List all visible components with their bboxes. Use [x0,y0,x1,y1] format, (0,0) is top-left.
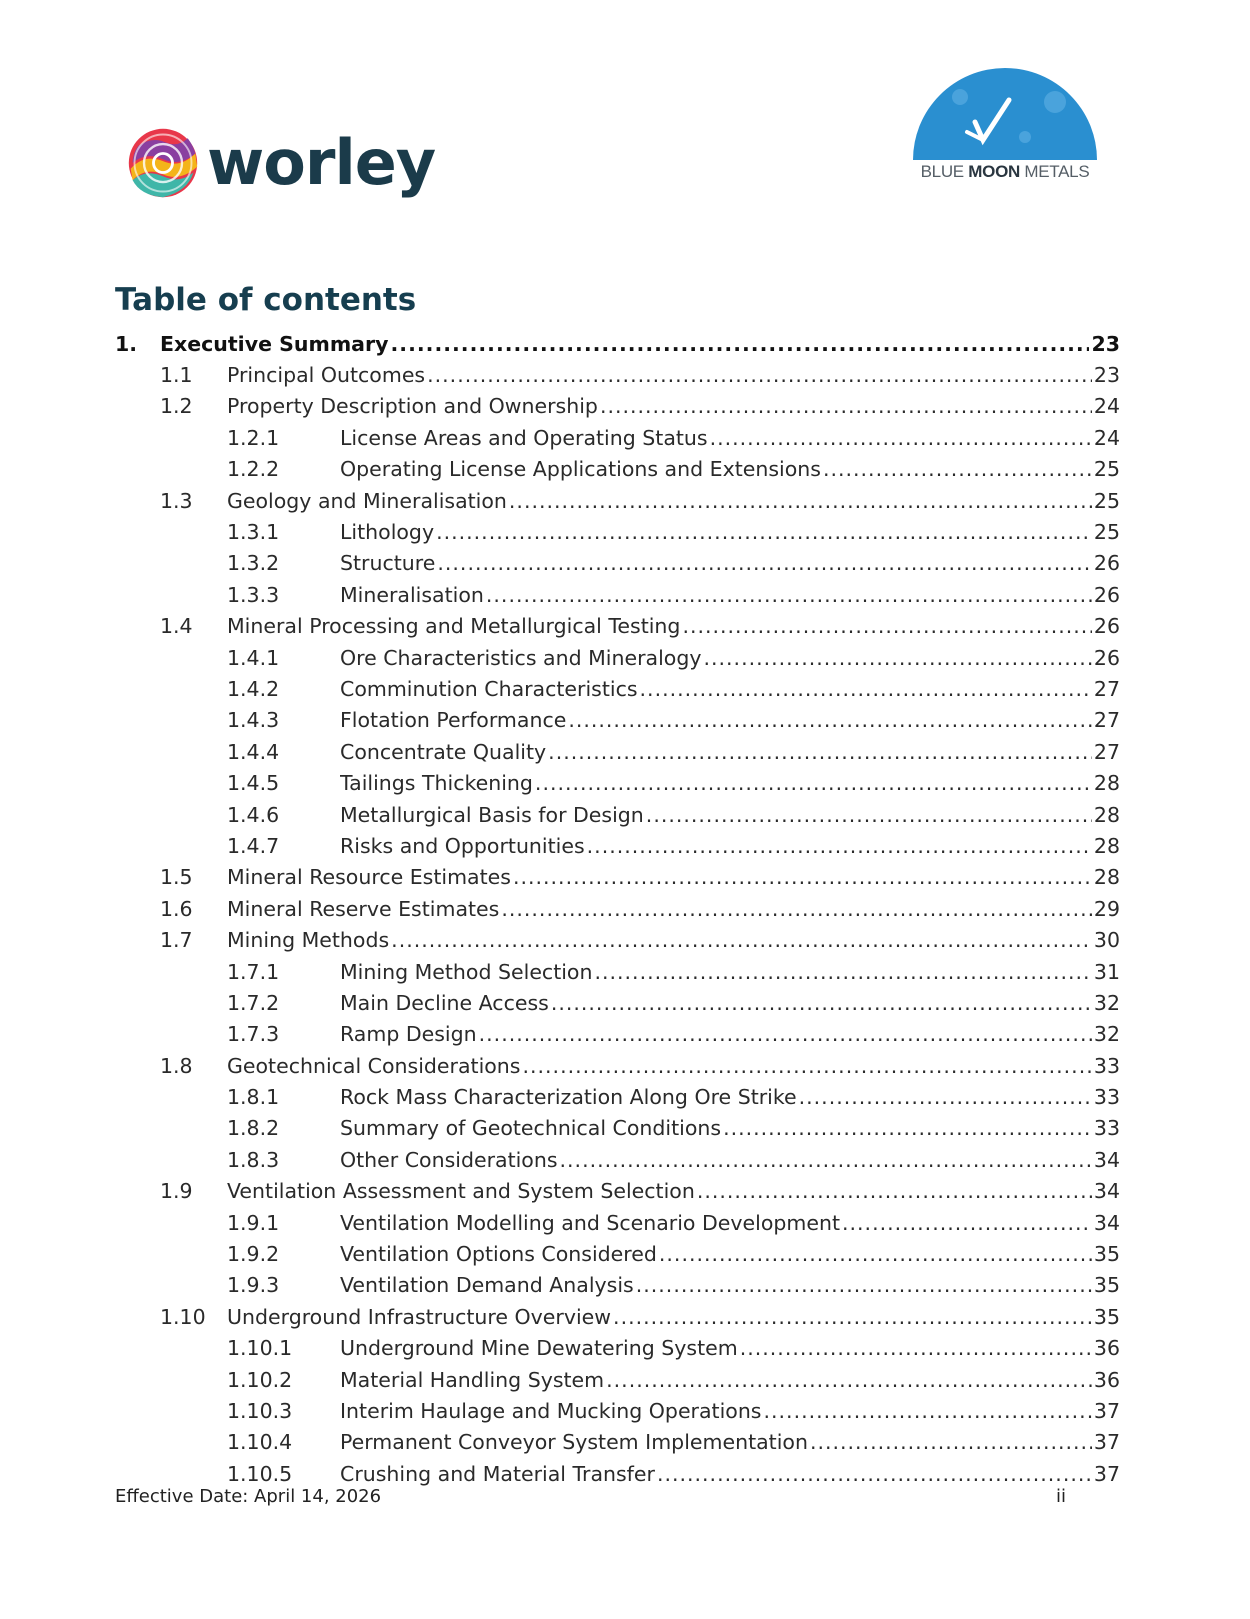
toc-entry-page: 31 [1093,959,1120,984]
toc-entry-title: Mining Methods [227,928,390,953]
dot-leader [391,332,1090,356]
toc-entry-number: 1.4.7 [227,833,280,858]
toc-entry-title: Ventilation Demand Analysis [340,1273,634,1298]
dot-leader [640,677,1092,701]
toc-entry-page: 33 [1093,1085,1120,1110]
toc-entry-page: 27 [1093,739,1120,764]
toc-entry-page: 33 [1093,1053,1120,1078]
toc-entry-page: 27 [1093,708,1120,733]
dot-leader [391,928,1092,952]
dot-leader [427,363,1092,387]
toc-entry-number: 1.3.2 [227,551,280,576]
toc-entry[interactable] [115,1427,1120,1458]
dot-leader [594,960,1091,984]
toc-entry-number: 1.9.3 [227,1273,280,1298]
toc-entry[interactable] [115,1395,1120,1426]
toc-entry[interactable] [115,1113,1120,1144]
toc-entry[interactable] [115,736,1120,767]
toc-entry-title: Ventilation Modelling and Scenario Development [340,1210,840,1235]
toc-entry-title: Mineral Processing and Metallurgical Testing [227,614,681,639]
toc-entry-number: 1.4 [160,614,193,639]
toc-entry[interactable] [115,799,1120,830]
dot-leader [723,1116,1092,1140]
dot-leader [522,1054,1091,1078]
toc-entry-number: 1.9.2 [227,1242,280,1267]
page-title: Table of contents [115,282,417,318]
toc-entry-number: 1.4.6 [227,802,280,827]
toc-entry-page: 26 [1093,551,1120,576]
toc-entry-page: 34 [1093,1179,1120,1204]
toc-entry-page: 32 [1093,1022,1120,1047]
toc-entry-page: 25 [1093,488,1120,513]
page-number: ii [1056,1486,1067,1507]
toc-entry-page: 28 [1093,833,1120,858]
blue-moon-icon [905,62,1105,162]
toc-entry-page: 28 [1093,865,1120,890]
toc-entry-number: 1.8 [160,1053,193,1078]
toc-entry-number: 1.3.1 [227,520,280,545]
toc-entry-number: 1.2 [160,394,193,419]
toc-entry[interactable] [115,1207,1120,1238]
toc-entry-title: Underground Mine Dewatering System [340,1336,738,1361]
toc-entry[interactable] [115,611,1120,642]
toc-entry-number: 1.3.3 [227,582,280,607]
toc-entry-title: Mineralisation [340,582,484,607]
toc-entry[interactable] [115,1050,1120,1081]
dot-leader [697,1179,1092,1203]
toc-entry-number: 1.1 [160,363,193,388]
dot-leader [613,1305,1092,1329]
toc-entry-page: 37 [1093,1430,1120,1455]
toc-entry-title: Geology and Mineralisation [227,488,507,513]
toc-entry-number: 1.2.2 [227,457,280,482]
toc-entry-number: 1.10 [160,1304,206,1329]
dot-leader [659,1242,1092,1266]
toc-entry-title: Interim Haulage and Mucking Operations [340,1398,762,1423]
toc-entry-page: 29 [1093,896,1120,921]
dot-leader [810,1430,1092,1454]
dot-leader [486,583,1092,607]
toc-entry[interactable] [115,956,1120,987]
toc-entry-number: 1.10.1 [227,1336,293,1361]
toc-entry-number: 1.10.2 [227,1367,293,1392]
toc-entry-title: License Areas and Operating Status [340,425,708,450]
toc-entry-number: 1.7 [160,928,193,953]
toc-entry-title: Mining Method Selection [340,959,593,984]
toc-entry-number: 1.7.3 [227,1022,280,1047]
toc-entry[interactable] [115,516,1120,547]
toc-entry-title: Rock Mass Characterization Along Ore Strike [340,1085,797,1110]
dot-leader [842,1211,1092,1235]
toc-entry-page: 26 [1093,582,1120,607]
toc-entry-page: 25 [1093,457,1120,482]
toc-entry[interactable] [115,328,1120,359]
toc-entry-title: Material Handling System [340,1367,605,1392]
toc-entry[interactable] [115,548,1120,579]
toc-entry-title: Property Description and Ownership [227,394,598,419]
toc-entry[interactable] [115,485,1120,516]
toc-entry-page: 36 [1093,1367,1120,1392]
toc-entry[interactable] [115,830,1120,861]
dot-leader [764,1399,1092,1423]
toc-entry[interactable] [115,987,1120,1018]
toc-entry[interactable] [115,422,1120,453]
toc-entry-page: 26 [1093,614,1120,639]
toc-entry-number: 1.5 [160,865,193,890]
toc-entry-number: 1.4.4 [227,739,280,764]
dot-leader [682,614,1091,638]
toc-entry-title: Other Considerations [340,1147,558,1172]
toc-entry[interactable] [115,924,1120,955]
dot-leader [799,1085,1092,1109]
toc-entry-number: 1.3 [160,488,193,513]
dot-leader [513,865,1092,889]
toc-entry-page: 28 [1093,802,1120,827]
toc-entry-title: Geotechnical Considerations [227,1053,521,1078]
toc-entry-title: Underground Infrastructure Overview [227,1304,612,1329]
dot-leader [710,426,1092,450]
dot-leader [703,646,1091,670]
toc-entry-title: Metallurgical Basis for Design [340,802,644,827]
dot-leader [551,991,1092,1015]
dot-leader [535,771,1092,795]
toc-entry[interactable] [115,1333,1120,1364]
toc-entry-number: 1.8.1 [227,1085,280,1110]
toc-entry-page: 36 [1093,1336,1120,1361]
toc-entry-page: 37 [1093,1461,1120,1486]
toc-entry-title: Concentrate Quality [340,739,547,764]
toc-entry-title: Crushing and Material Transfer [340,1461,655,1486]
dot-leader [740,1336,1092,1360]
toc-entry[interactable] [115,359,1120,390]
dot-leader [636,1273,1092,1297]
toc-entry[interactable] [115,1270,1120,1301]
toc-entry[interactable] [115,1176,1120,1207]
dot-leader [479,1022,1092,1046]
toc-entry-page: 35 [1093,1273,1120,1298]
toc-entry-page: 25 [1093,520,1120,545]
toc-entry[interactable] [115,893,1120,924]
worley-swirl-icon [125,125,201,201]
toc-entry-page: 34 [1093,1147,1120,1172]
dot-leader [548,740,1092,764]
dot-leader [606,1368,1092,1392]
dot-leader [501,897,1092,921]
toc-entry-title: Lithology [340,520,435,545]
toc-entry[interactable] [115,391,1120,422]
toc-entry-title: Ventilation Assessment and System Selection [227,1179,695,1204]
toc-entry-number: 1.4.1 [227,645,280,670]
bmm-word-metals: METALS [1024,162,1090,181]
dot-leader [437,551,1092,575]
toc-entry-number: 1.4.5 [227,771,280,796]
toc-entry[interactable] [115,1458,1120,1489]
toc-entry-title: Mineral Resource Estimates [227,865,511,890]
toc-entry-page: 35 [1093,1304,1120,1329]
worley-wordmark: worley [207,126,436,199]
toc-entry-page: 34 [1093,1210,1120,1235]
toc-entry-number: 1.8.3 [227,1147,280,1172]
toc-entry-title: Flotation Performance [340,708,567,733]
toc-entry-number: 1.10.3 [227,1398,293,1423]
toc-entry-number: 1.4.2 [227,676,280,701]
dot-leader [560,1148,1092,1172]
toc-entry-number: 1.8.2 [227,1116,280,1141]
toc-entry-page: 24 [1093,394,1120,419]
toc-entry-title: Structure [340,551,436,576]
toc-entry-page: 35 [1093,1242,1120,1267]
toc-entry-title: Principal Outcomes [227,363,426,388]
toc-entry[interactable] [115,1364,1120,1395]
dot-leader [823,457,1092,481]
toc-entry-number: 1.4.3 [227,708,280,733]
toc-entry-title: Risks and Opportunities [340,833,585,858]
toc-entry-title: Operating License Applications and Extensions [340,457,821,482]
toc-entry-number: 1.6 [160,896,193,921]
toc-entry-page: 32 [1093,990,1120,1015]
dot-leader [646,803,1092,827]
toc-entry-page: 27 [1093,676,1120,701]
toc-entry-title: Executive Summary [160,331,389,356]
table-of-contents [115,328,1120,1489]
toc-entry-number: 1.10.5 [227,1461,293,1486]
bmm-word-moon: MOON [968,162,1020,181]
toc-entry-title: Ramp Design [340,1022,477,1047]
toc-entry-title: Ventilation Options Considered [340,1242,657,1267]
toc-entry-number: 1.7.2 [227,990,280,1015]
toc-entry-page: 37 [1093,1398,1120,1423]
toc-entry-title: Main Decline Access [340,990,549,1015]
toc-entry[interactable] [115,705,1120,736]
toc-entry-title: Ore Characteristics and Mineralogy [340,645,702,670]
dot-leader [509,489,1092,513]
toc-entry-title: Summary of Geotechnical Conditions [340,1116,722,1141]
toc-entry[interactable] [115,1238,1120,1269]
bmm-word-blue: BLUE [920,162,964,181]
dot-leader [587,834,1092,858]
toc-entry-number: 1.9 [160,1179,193,1204]
toc-entry-page: 23 [1093,363,1120,388]
dot-leader [657,1462,1092,1486]
toc-entry-number: 1.10.4 [227,1430,293,1455]
toc-entry-page: 26 [1093,645,1120,670]
dot-leader [436,520,1092,544]
toc-entry[interactable] [115,673,1120,704]
dot-leader [568,708,1092,732]
toc-entry[interactable] [115,579,1120,610]
toc-entry[interactable] [115,1144,1120,1175]
dot-leader [600,394,1092,418]
toc-entry[interactable] [115,454,1120,485]
toc-entry-number: 1.9.1 [227,1210,280,1235]
toc-entry[interactable] [115,862,1120,893]
toc-entry-page: 28 [1093,771,1120,796]
toc-entry[interactable] [115,1081,1120,1112]
toc-entry-page: 23 [1091,331,1120,356]
toc-entry[interactable] [115,767,1120,798]
toc-entry-number: 1.2.1 [227,425,280,450]
toc-entry-title: Permanent Conveyor System Implementation [340,1430,808,1455]
toc-entry-title: Tailings Thickening [340,771,533,796]
toc-entry[interactable] [115,1019,1120,1050]
toc-entry-number: 1. [115,331,138,356]
toc-entry[interactable] [115,642,1120,673]
blue-moon-metals-logo [905,62,1105,192]
effective-date: Effective Date: April 14, 2026 [115,1486,382,1507]
toc-entry-title: Mineral Reserve Estimates [227,896,500,921]
toc-entry-page: 30 [1093,928,1120,953]
toc-entry-number: 1.7.1 [227,959,280,984]
toc-entry-page: 33 [1093,1116,1120,1141]
toc-entry-title: Comminution Characteristics [340,676,638,701]
toc-entry[interactable] [115,1301,1120,1332]
toc-entry-page: 24 [1093,425,1120,450]
worley-logo [125,118,445,208]
